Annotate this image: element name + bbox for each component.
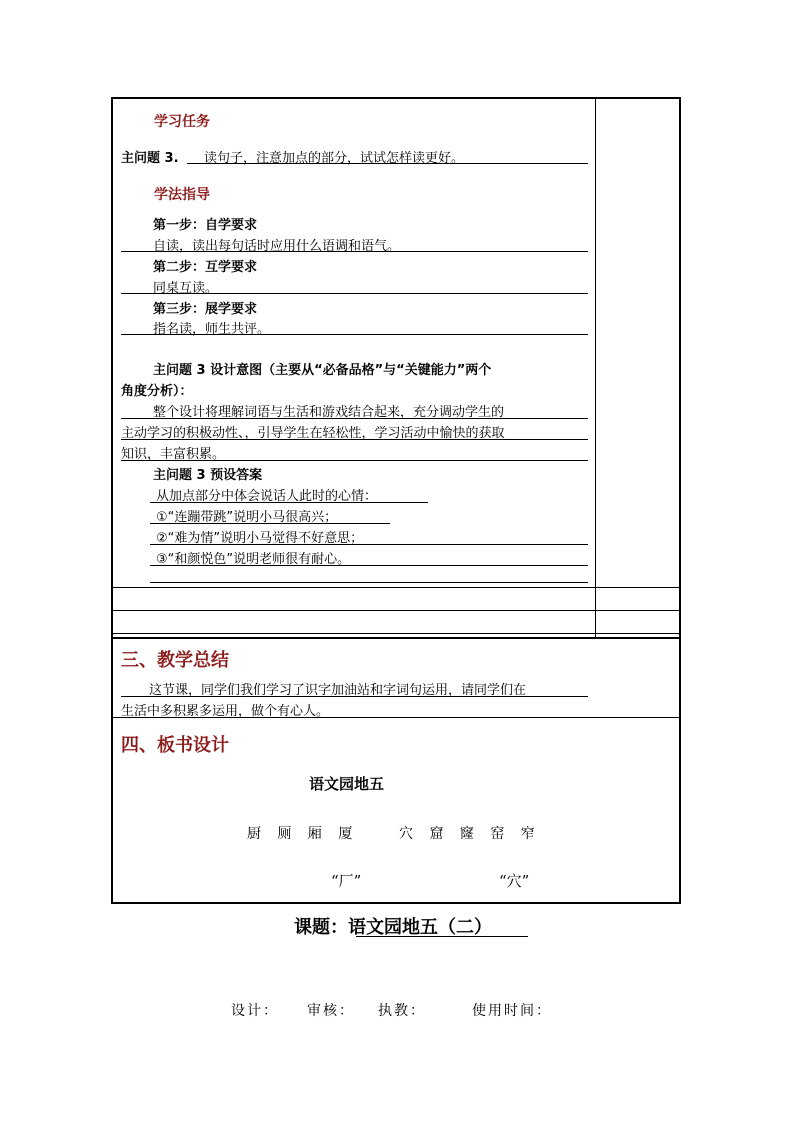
board-chars-left: 厨 厕 厢 厦 — [247, 826, 359, 842]
footer-time: 使用时间： — [472, 1003, 552, 1019]
answer-2-underline — [150, 544, 588, 545]
board-radical-right: “穴” — [499, 872, 530, 890]
board-chars-right: 穴 窟 窿 窑 窄 — [399, 826, 541, 842]
board-title: 语文园地五 — [309, 775, 385, 793]
answer-blank-underline — [150, 582, 588, 583]
table-column-divider — [595, 97, 596, 638]
answer-item-3: ③“和颜悦色”说明老师很有耐心。 — [156, 552, 351, 567]
summary-underline1 — [121, 696, 588, 697]
step2-text: 同桌互读。 — [153, 281, 219, 296]
answer-heading: 主问题 3 预设答案 — [153, 468, 263, 483]
design-text-line2: 主动学习的积极动性、，引导学生在轻松性，学习活动中愉快的获取 — [121, 426, 505, 441]
step1-title: 第一步：自学要求 — [153, 218, 258, 233]
design-text-underline2 — [121, 439, 588, 440]
design-text-underline3 — [121, 460, 588, 461]
step1-text: 自读，读出每句话时应用什么语调和语气。 — [153, 239, 401, 254]
answer-1-underline — [150, 523, 390, 524]
summary-underline2 — [121, 717, 376, 718]
table-right-border — [679, 97, 681, 903]
summary-line1: 这节课，同学们我们学习了识字加油站和字词句运用，请同学们在 — [149, 683, 527, 698]
learn-task-heading: 学习任务 — [154, 114, 210, 130]
answer-item-2: ②“难为情”说明小马觉得不好意思； — [156, 531, 364, 546]
footer-execute: 执教： — [378, 1003, 426, 1019]
q3-text: 读句子，注意加点的部分，试试怎样读更好。 — [204, 151, 465, 166]
answer-3-underline — [150, 565, 588, 566]
row-divider-4 — [111, 637, 681, 639]
step3-title: 第三步：展学要求 — [153, 302, 258, 317]
table-top-border — [111, 97, 681, 99]
design-intent-line1: 主问题 3 设计意图（主要从“必备品格”与“关键能力”两个 — [153, 363, 492, 378]
step3-underline — [121, 334, 588, 335]
step2-title: 第二步：互学要求 — [153, 260, 258, 275]
summary-line2: 生活中多积累多运用，做个有心人。 — [121, 704, 330, 719]
row-divider-2 — [111, 610, 681, 611]
row-divider-3 — [111, 633, 681, 634]
design-text-line1: 整个设计将理解词语与生活和游戏结合起来，充分调动学生的 — [153, 405, 505, 420]
q3-underline — [187, 163, 588, 164]
board-radical-left: “厂” — [331, 872, 362, 890]
design-text-line3: 知识，丰富积累。 — [121, 447, 226, 462]
step1-underline — [121, 251, 588, 252]
design-text-underline1 — [121, 418, 588, 419]
method-heading: 学法指导 — [154, 187, 210, 203]
step2-underline — [121, 293, 588, 294]
lesson-title: 课题：语文园地五（二） — [294, 917, 492, 938]
q3-label: 主问题 3. — [121, 151, 179, 166]
row-divider-1 — [111, 587, 681, 588]
footer-review: 审核： — [307, 1003, 355, 1019]
lesson-title-underline — [356, 936, 528, 937]
step3-text: 指名读，师生共评。 — [153, 322, 271, 337]
answer-intro-underline — [150, 502, 428, 503]
footer-design: 设计： — [231, 1003, 279, 1019]
answer-item-1: ①“连蹦带跳”说明小马很高兴； — [156, 510, 338, 525]
board-heading: 四、板书设计 — [121, 735, 229, 756]
summary-heading: 三、教学总结 — [121, 650, 229, 671]
design-intent-line2: 角度分析）： — [121, 384, 193, 399]
answer-intro: 从加点部分中体会说话人此时的心情： — [156, 489, 378, 504]
table-bottom-border — [111, 902, 681, 904]
table-left-border — [111, 97, 113, 903]
